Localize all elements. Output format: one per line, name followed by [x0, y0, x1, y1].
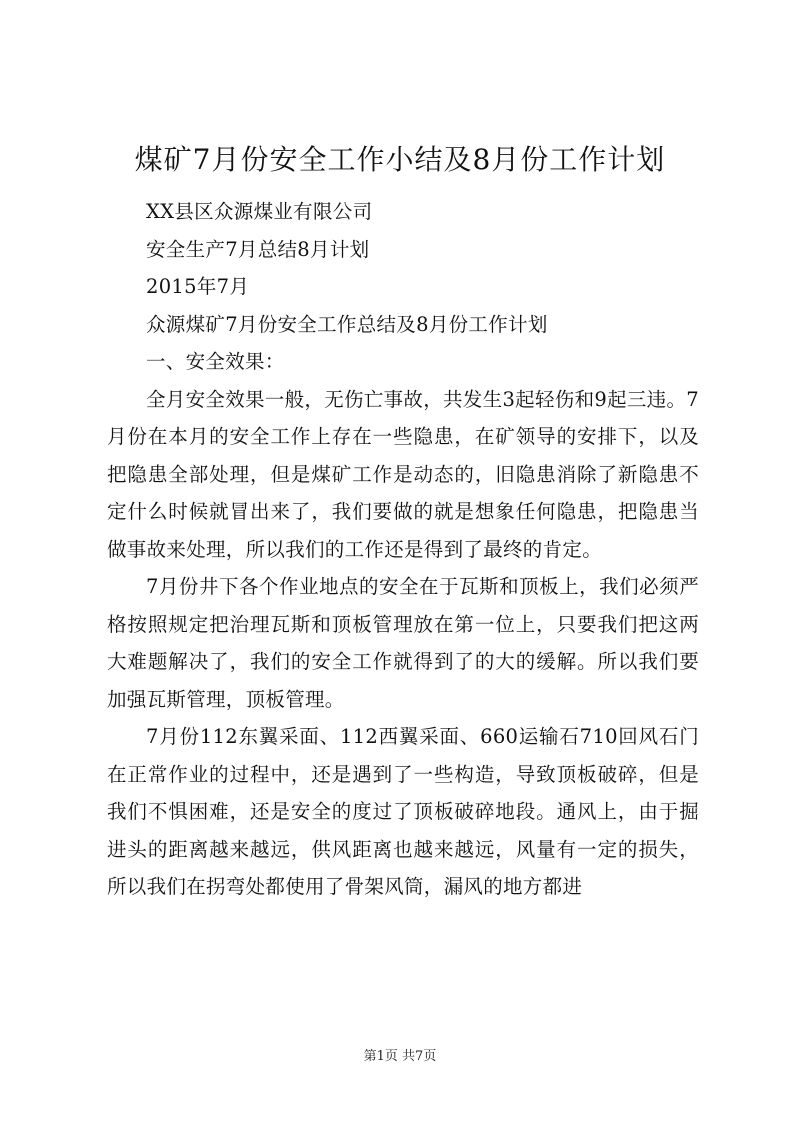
- paragraph-3: 7月份112东翼采面、112西翼采面、660运输石710回风石门在正常作业的过程中，还是遇到了一些构造，导致顶板破碎，但是我们不惧困难，还是安全的度过了顶板破碎地段。通风上，由于掘进头的距离越来越远，供风距离也越来越远，风量有一定的损失，所以我们在拐弯处都使用了骨架风筒，漏风的地方都进: [107, 725, 699, 898]
- report-heading-line: 众源煤矿7月份安全工作总结及8月份工作计划: [146, 312, 548, 336]
- paragraph-2: 7月份井下各个作业地点的安全在于瓦斯和顶板上，我们必须严格按照规定把治理瓦斯和顶板管理放在第一位上，只要我们把这两大难题解决了，我们的安全工作就得到了的大的缓解。所以我们要加强瓦斯管理，顶板管理。: [107, 575, 699, 711]
- section-heading-safety-results: 一、安全效果：: [146, 350, 285, 373]
- paragraph-1: 全月安全效果一般，无伤亡事故，共发生3起轻伤和9起三违。7月份在本月的安全工作上存在一些隐患，在矿领导的安排下，以及把隐患全部处理，但是煤矿工作是动态的，旧隐患消除了新隐患不定什么时候就冒出来了，我们要做的就是想象任何隐患，把隐患当做事故来处理，所以我们的工作还是得到了最终的肯定。: [107, 387, 699, 561]
- company-name-line: XX县区众源煤业有限公司: [146, 200, 373, 223]
- document-body: [107, 193, 699, 906]
- page-number-footer: 第1页 共7页: [363, 1049, 437, 1064]
- document-title: 煤矿7月份安全工作小结及8月份工作计划: [134, 143, 666, 176]
- date-line: 2015年7月: [146, 275, 250, 298]
- report-subtitle-line: 安全生产7月总结8月计划: [146, 237, 370, 261]
